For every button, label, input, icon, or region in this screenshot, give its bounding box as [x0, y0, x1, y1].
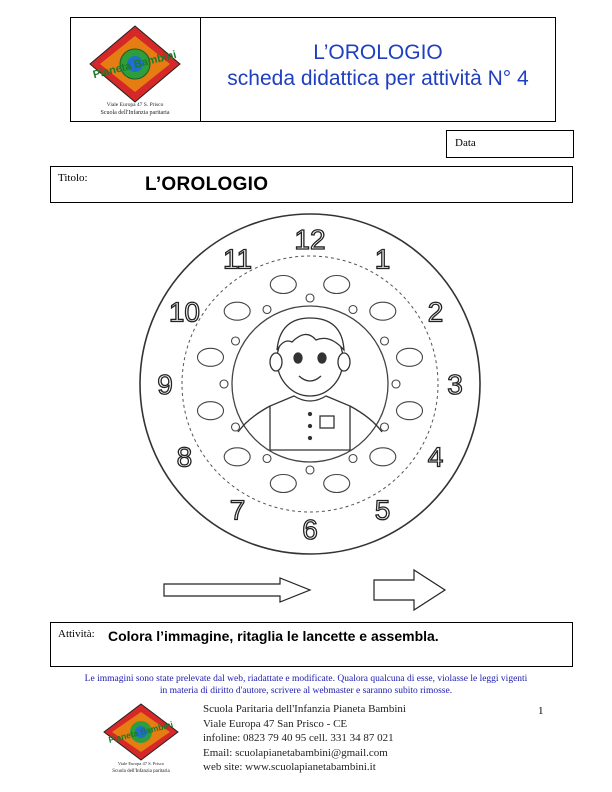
flower-drawing [392, 380, 400, 388]
flower-drawing [381, 337, 389, 345]
child-figure [238, 318, 382, 450]
frog-drawing [224, 448, 250, 466]
frog-drawing [198, 402, 224, 420]
clock-number-9: 9 [157, 369, 173, 400]
footer-website[interactable]: web site: www.scuolapianetabambini.it [203, 761, 376, 773]
frog-drawing [198, 348, 224, 366]
clock-number-4: 4 [427, 441, 444, 473]
school-logo [76, 22, 194, 118]
clock-number-12: 12 [294, 224, 326, 255]
frog-drawing [370, 448, 396, 466]
flower-drawing [349, 455, 357, 463]
disclaimer-line2: in materia di diritto d'autore, scrivere al webmaster e saranno subito rimosse. [159, 686, 453, 696]
clock-number-1: 1 [374, 243, 391, 275]
clock-illustration [120, 210, 500, 570]
copyright-disclaimer [22, 673, 590, 697]
clock-number-6: 6 [302, 514, 318, 545]
header-title-line1: L’OROLOGIO [313, 41, 443, 64]
flower-drawing [381, 423, 389, 431]
footer-logo-address-text: Viale Europa 47 S. Prisco [117, 761, 165, 766]
clock-number-5: 5 [374, 494, 391, 526]
logo-brand-text: Pianeta Bambini [91, 48, 178, 82]
footer-school-name: Scuola Paritaria dell'Infanzia Pianeta Bambini [203, 703, 406, 715]
footer-address: Viale Europa 47 San Prisco - CE [203, 717, 348, 730]
title-field [50, 166, 573, 203]
frog-drawing [397, 402, 423, 420]
flower-drawing [349, 306, 357, 314]
page-number: 1 [538, 705, 544, 717]
clock-number-8: 8 [176, 441, 193, 473]
logo-subtitle-text: Scuola dell'Infanzia paritaria [100, 110, 170, 116]
date-label: Data [455, 137, 476, 149]
title-value: L’OROLOGIO [145, 174, 269, 195]
flower-drawing [306, 466, 314, 474]
activity-label: Attività: [58, 628, 95, 640]
frog-drawing [324, 276, 350, 294]
arrow-right-hand [374, 570, 445, 610]
disclaimer-line1: Le immagini sono state prelevate dal web, riadattate e modificate. Qualora qualcuna di esse, violasse le leggi vigenti [84, 674, 528, 684]
footer-contact-info [203, 702, 406, 775]
flower-drawing [232, 337, 240, 345]
flower-drawing [232, 423, 240, 431]
arrow-left-hand [164, 578, 310, 602]
footer-logo-brand-text: Pianeta Bambini [107, 719, 175, 745]
clock-hands-arrows [160, 566, 460, 616]
flower-drawing [263, 455, 271, 463]
flower-drawing [220, 380, 228, 388]
flower-drawing [263, 306, 271, 314]
flower-drawing [306, 294, 314, 302]
clock-number-2: 2 [427, 296, 444, 328]
clock-number-7: 7 [229, 494, 246, 526]
header-title [201, 40, 555, 92]
footer-phone: infoline: 0823 79 40 95 cell. 331 34 87 021 [203, 732, 394, 744]
frog-drawing [397, 348, 423, 366]
frog-drawing [270, 276, 296, 294]
frog-drawing [270, 475, 296, 493]
clock-number-10: 10 [168, 296, 200, 328]
frog-drawing [324, 475, 350, 493]
title-label: Titolo: [58, 172, 88, 184]
activity-text: Colora l’immagine, ritaglia le lancette e assembla. [108, 628, 439, 644]
footer-school-logo [88, 702, 194, 774]
header-title-line2: scheda didattica per attività N° 4 [227, 67, 529, 90]
footer-logo-subtitle-text: Scuola dell'Infanzia paritaria [112, 769, 170, 774]
logo-address-text: Viale Europa 47 S. Prisco [106, 102, 164, 108]
frog-drawing [370, 302, 396, 320]
footer-email[interactable]: Email: scuolapianetabambini@gmail.com [203, 746, 388, 759]
clock-number-11: 11 [222, 243, 253, 275]
clock-number-3: 3 [447, 369, 463, 400]
frog-drawing [224, 302, 250, 320]
